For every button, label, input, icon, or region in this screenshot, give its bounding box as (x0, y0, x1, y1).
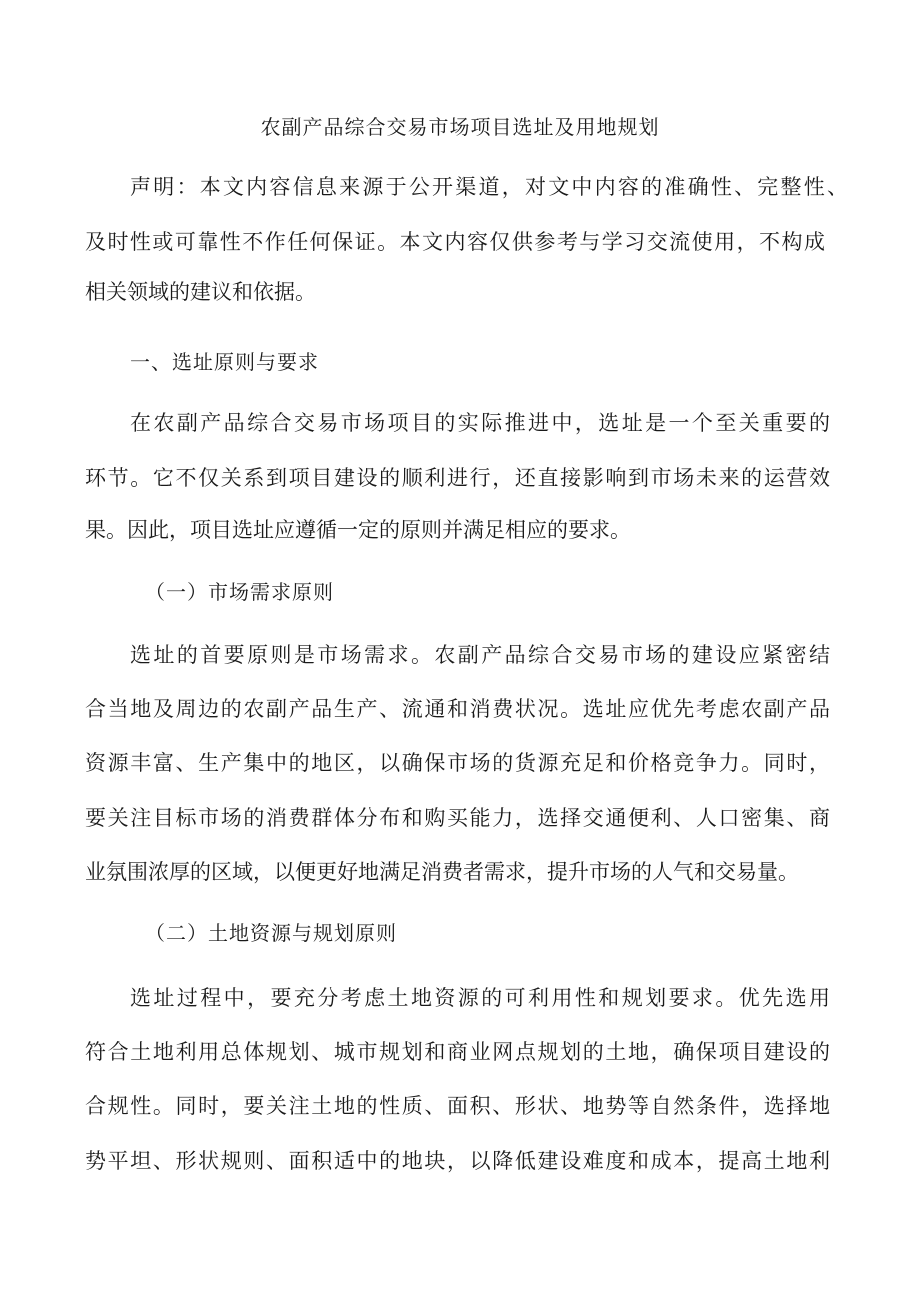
sub1-line-2: 合当地及周边的农副产品生产、流通和消费状况。选址应优先考虑农副产品 (85, 697, 830, 721)
section1-line-3: 果。因此，项目选址应遵循一定的原则并满足相应的要求。 (85, 518, 631, 542)
sub2-line-2: 符合土地利用总体规划、城市规划和商业网点规划的土地，确保项目建设的 (85, 1040, 830, 1064)
document-title: 农副产品综合交易市场项目选址及用地规划 (260, 115, 660, 139)
section1-line-1: 在农副产品综合交易市场项目的实际推进中，选址是一个至关重要的 (130, 411, 830, 435)
sub1-line-4: 要关注目标市场的消费群体分布和购买能力，选择交通便利、人口密集、商 (85, 806, 830, 830)
disclaimer-line-3: 相关领域的建议和依据。 (85, 280, 316, 304)
subsection-heading-1: （一）市场需求原则 (145, 580, 334, 604)
sub1-line-3: 资源丰富、生产集中的地区，以确保市场的货源充足和价格竞争力。同时， (85, 751, 830, 775)
section1-line-2: 环节。它不仅关系到项目建设的顺利进行，还直接影响到市场未来的运营效 (85, 466, 830, 490)
sub1-line-5: 业氛围浓厚的区域，以便更好地满足消费者需求，提升市场的人气和交易量。 (85, 860, 799, 884)
sub1-line-1: 选址的首要原则是市场需求。农副产品综合交易市场的建设应紧密结 (130, 643, 830, 667)
disclaimer-line-1: 声明：本文内容信息来源于公开渠道，对文中内容的准确性、完整性、 (130, 175, 848, 199)
disclaimer-line-2: 及时性或可靠性不作任何保证。本文内容仅供参考与学习交流使用，不构成 (85, 230, 825, 254)
sub2-line-3: 合规性。同时，要关注土地的性质、面积、形状、地势等自然条件，选择地 (85, 1094, 830, 1118)
subsection-heading-2: （二）土地资源与规划原则 (145, 921, 397, 945)
section-heading-1: 一、选址原则与要求 (130, 350, 319, 374)
sub2-line-1: 选址过程中，要充分考虑土地资源的可利用性和规划要求。优先选用 (130, 986, 830, 1010)
sub2-line-4: 势平坦、形状规则、面积适中的地块，以降低建设难度和成本，提高土地利 (85, 1149, 830, 1173)
